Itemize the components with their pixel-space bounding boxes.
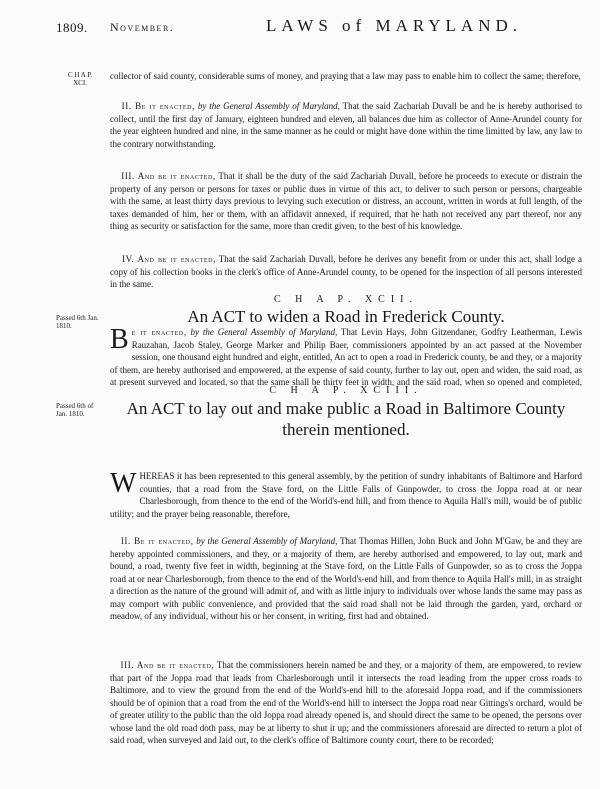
margin-chap-label: C H A P. xyxy=(67,71,93,79)
chapter-92-title: An ACT to widen a Road in Frederick County. xyxy=(187,307,505,326)
section-lead: III. And be it enacted, xyxy=(120,660,215,670)
chapter-91-section-3 xyxy=(110,170,582,246)
section-authority: by the General Assembly of Maryland, xyxy=(197,101,340,111)
margin-chap-number: XCI. xyxy=(73,79,87,87)
margin-passed-note-92: Passed 6th Jan. 1810. xyxy=(56,314,99,330)
chapter-92-body xyxy=(110,326,582,386)
header-year: 1809. xyxy=(56,20,88,35)
section-lead: II. Be it enacted, xyxy=(121,101,195,111)
section-text: That Thomas Hillen, John Buck and John M'Gaw, be and they are hereby appointed commissioners, and they, or a majority of them, are hereby authorised and empowered, to lay out, mark and bound, a road, twenty five feet in width, beginning at the Stave ford, on the Little Falls of Gunpowder, so as to cross the Joppa road at or near Charlesborough, from thence to the end of the World's-end hill, and from thence to Aquila Hall's mill, in as straight a direction as the nature of the ground will admit of, and with as little injury to individuals over whose lands the same may pass as may comport with public convenience, and provided that the said road shall not be laid through the garden, yard, orchard or meadow, of any individual, without his or her consent, in writing, first had and obtained. xyxy=(110,536,582,621)
page-header xyxy=(56,16,560,40)
chapter-93-title: An ACT to lay out and make public a Road in Baltimore County therein mentioned. xyxy=(126,399,566,439)
preamble-text: HEREAS it has been represented to this general assembly, by the petition of sundry inhabitants of Baltimore and Harford counties, that a road from the Stave ford, on the Little Falls of Gunpowder, to cross the Joppa road at or near Charlesborough, from thence to the end of the World's-end hill, and from thence to Aquila Hall's mill, would be of public utility; and the prayer being reasonable, therefore, xyxy=(110,471,582,519)
section-text: That the said Zachariah Duvall, before he derives any benefit from or under this act, shall lodge a copy of his collection books in the clerk's office of Anne-Arundel county, to be opened for the inspection of all persons interested in the same. xyxy=(110,254,582,289)
drop-cap: W xyxy=(110,470,137,499)
chapter-91-intro xyxy=(110,70,582,94)
section-text: That the commissioners herein named be and they, or a majority of them, are empowered, to review that part of the Joppa road that leads from Charlesborough until it intersects the road leading from the upper cross roads to Baltimore, and to view the ground from the end of the World's-end hill to the aforesaid Joppa road, and if the commissioners should be of opinion that a road from the end of the World's-end hill to intersect the Joppa road near Gittings's orchard, would be of greater utility to the public than the old Joppa road already opened is, and should direct the same to be opened, the persons over whose land the old road doth pass, may be at liberty to shut it up; and the commissioners aforesaid are directed to return a plot of said road, when surveyed and laid out, to the clerk's office of Baltimore county court, there to be recorded; xyxy=(110,660,582,745)
section-lead: IV. And be it enacted, xyxy=(121,254,216,264)
section-text: That the said Zachariah Duvall be and he is hereby authorised to collect, until the first day of January, eighteen hundred and eleven, all balances due him as collector of Anne-Arundel county for the year eighteen hundred and nine, in the same manner as he could or might have done within the time limitted by law, any law to the contrary notwithstanding. xyxy=(110,101,582,149)
section-text: That it shall be the duty of the said Zachariah Duvall, before he proceeds to execute or distrain the property of any person or persons for taxes or public dues in virtue of this act, to deliver to such person or persons, chargeable with the same, at least thirty days previous to levying such execution or distress, an account, written in words at full length, of the taxes demanded of him, her or them, with an affidavit annexed, if required, that he hath not received any part thereof, nor any thing as security or satisfaction for the same, more than credit given, to the best of his knowledge. xyxy=(110,171,582,231)
chapter-93-preamble xyxy=(110,470,582,532)
margin-passed-note-93: Passed 6th of Jan. 1810. xyxy=(56,402,94,418)
section-authority: by the General Assembly of Maryland, xyxy=(190,327,338,337)
chapter-91-intro-text: collector of said county, considerable sums of money, and praying that a law may pass to enable him to collect the same; therefore, xyxy=(110,71,581,81)
section-text: That Levin Hays, John Gitzendaner, Godfry Leatherman, Lewis Rauzahan, Jacob Staley, George Marker and Philip Baer, commissioners appointed by an act passed at the November session, one thousand eight hundred and eight, entitled, An act to open a road in Frederick county, be and they, or a majority of them, are hereby authorised and empowered, at the expense of said county, further to lay out, open and widen, the said road, as at present surveyed and located, so that the same shall be thirty feet in width, and the said road, when so opened and completed, xyxy=(110,327,582,386)
header-title: LAWS of MARYLAND. xyxy=(266,16,522,35)
chapter-93-section-3 xyxy=(110,659,582,787)
chapter-93-heading: C H A P. XCIII. xyxy=(269,385,423,396)
section-authority: by the General Assembly of Maryland, xyxy=(196,536,338,546)
section-lead: e it enacted, xyxy=(131,327,187,337)
header-month: November. xyxy=(110,20,175,34)
section-lead: III. And be it enacted, xyxy=(121,171,216,181)
chapter-91-section-2 xyxy=(110,100,582,164)
chapter-91-section-4 xyxy=(110,253,582,293)
section-lead: II. Be it enacted, xyxy=(120,536,194,546)
chapter-93-section-2 xyxy=(110,535,582,651)
drop-cap: B xyxy=(110,326,129,355)
margin-chapter-note xyxy=(56,71,104,87)
chapter-92-heading: C H A P. XCII. xyxy=(273,294,418,305)
